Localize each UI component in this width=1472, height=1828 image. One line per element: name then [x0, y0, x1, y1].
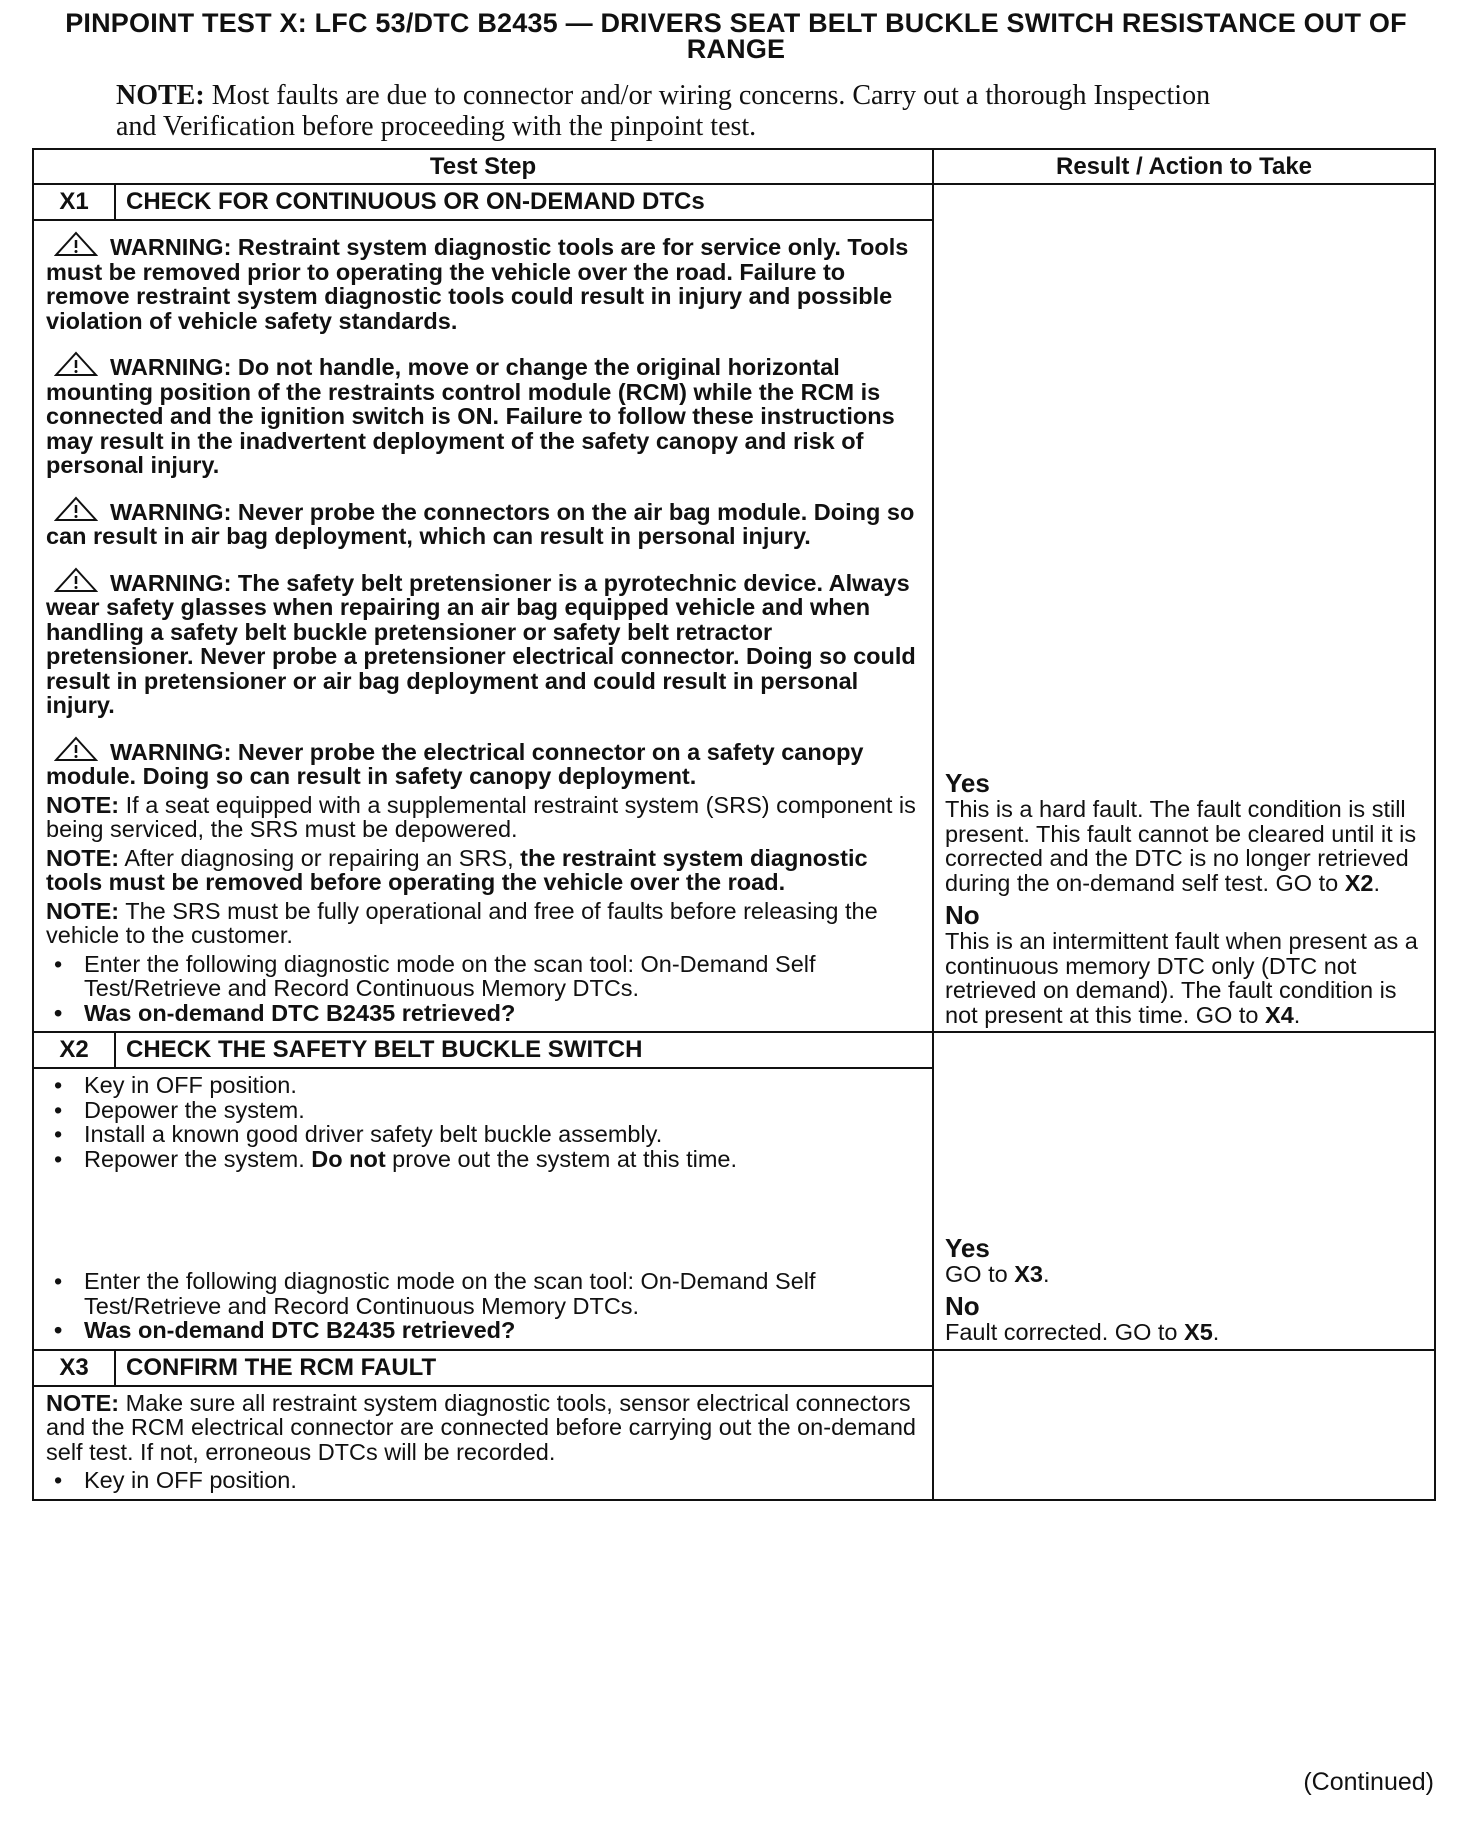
step-x1-yes-action: This is a hard fault. The fault condition is still present. This fault cannot be cleared until it is corrected and the DTC is no longer retrieved during the on-demand self test. GO to X2.: [945, 796, 1417, 896]
intro-note-text: Most faults are due to connector and/or wiring concerns. Carry out a thorough Inspection and Verification before proceeding with the pinpoint test.: [116, 80, 1211, 142]
step-x3-title-row: [33, 1350, 1435, 1386]
list-item: [46, 1147, 922, 1172]
warning-1: [46, 231, 922, 333]
step-x1-yes-text: This is a hard fault. The fault condition is still present. This fault cannot be cleared until it is corrected and the DTC is no longer retrieved during the on-demand self test. GO to: [945, 796, 1417, 896]
warning-3: [46, 496, 922, 549]
warning-5: [46, 736, 922, 789]
page-title: PINPOINT TEST X: LFC 53/DTC B2435 — DRIVERS SEAT BELT BUCKLE SWITCH RESISTANCE OUT OF RANGE: [65, 8, 1407, 64]
step-x2-yes-text: GO to: [945, 1260, 1015, 1287]
step-x2-title-row: [33, 1032, 1435, 1068]
warning-triangle-icon: [54, 736, 98, 762]
step-x3-title: CONFIRM THE RCM FAULT: [115, 1350, 933, 1386]
step-x2-title: CHECK THE SAFETY BELT BUCKLE SWITCH: [115, 1032, 933, 1068]
column-header-result: Result / Action to Take: [933, 149, 1435, 184]
step-x2-no-label: No: [945, 1291, 980, 1321]
warning-triangle-icon: [54, 231, 98, 257]
step-x1-title-row: [33, 184, 1435, 220]
step-x2-yes-goto: X3: [1014, 1260, 1043, 1287]
warning-triangle-icon: [54, 351, 98, 377]
warning-1-text: WARNING: Restraint system diagnostic tools are for service only. Tools must be removed prior to operating the vehicle over the road. Failure to remove restraint system diagnostic tools could result in injury and possible violation of vehicle safety standards.: [46, 234, 909, 334]
step-x1-yes-goto: X2: [1344, 869, 1374, 896]
step-x1-yes-label: Yes: [945, 768, 990, 798]
note-text: If a seat equipped with a supplemental restraint system (SRS) component is being serviced, the SRS must be depowered.: [46, 791, 916, 842]
list-item-text: Repower the system.: [84, 1145, 312, 1172]
list-item-question: • Was on-demand DTC B2435 retrieved?: [46, 1318, 922, 1343]
step-x1-title: CHECK FOR CONTINUOUS OR ON-DEMAND DTCs: [115, 184, 933, 220]
list-item: • Enter the following diagnostic mode on the scan tool: On-Demand Self Test/Retrieve and Record Continuous Memory DTCs.: [46, 952, 922, 1001]
list-item: • Key in OFF position.: [46, 1073, 922, 1098]
list-item-bold: Do not: [311, 1145, 386, 1172]
warning-4-text: WARNING: The safety belt pretensioner is a pyrotechnic device. Always wear safety glasses when repairing an air bag equipped vehicle and when handling a safety belt buckle pretensioner or safety belt retractor pretensioner. Never probe a pretensioner electrical connector. Doing so could result in pretensioner or air bag deployment and could result in personal injury.: [46, 569, 916, 718]
list-item: • Install a known good driver safety belt buckle assembly.: [46, 1122, 922, 1147]
note-label: NOTE:: [46, 1389, 120, 1416]
step-x2-result: [933, 1032, 1435, 1350]
intro-note-label: NOTE:: [116, 80, 205, 111]
step-x1-no-goto: X4: [1265, 1001, 1294, 1028]
list-item-question: • Was on-demand DTC B2435 retrieved?: [46, 1001, 922, 1026]
step-x2-bullets-b: [46, 1269, 922, 1343]
note-label: NOTE:: [46, 791, 120, 818]
warning-triangle-icon: [54, 567, 98, 593]
step-x1-no-action: This is an intermittent fault when present as a continuous memory DTC only (DTC not retrieved on demand). The fault condition is not present at this time. GO to X4.: [945, 928, 1418, 1028]
step-x3-bullets: [46, 1468, 922, 1493]
step-x2-bullets-a: [46, 1073, 922, 1171]
step-x2-id: X2: [33, 1032, 115, 1068]
table-header-row: [33, 149, 1435, 184]
warning-4: [46, 567, 922, 718]
step-x1-no-label: No: [945, 900, 980, 930]
note-label: NOTE:: [46, 897, 120, 924]
column-header-test-step: Test Step: [33, 149, 933, 184]
step-x1-note-2: [46, 846, 922, 895]
step-x2-body: [33, 1068, 933, 1350]
warning-2: [46, 351, 922, 478]
step-x1-id: X1: [33, 184, 115, 220]
warning-2-text: WARNING: Do not handle, move or change the original horizontal mounting position of the restraints control module (RCM) while the RCM is connected and the ignition switch is ON. Failure to follow these instructions may result in the inadvertent deployment of the safety canopy and risk of personal injury.: [46, 354, 895, 478]
list-item: • Key in OFF position.: [46, 1468, 922, 1493]
note-text: The SRS must be fully operational and free of faults before releasing the vehicle to the customer.: [46, 897, 878, 948]
warning-3-text: WARNING: Never probe the connectors on the air bag module. Doing so can result in air bag deployment, which can result in personal injury.: [46, 498, 915, 549]
step-x2-no-action: Fault corrected. GO to X5.: [945, 1319, 1220, 1345]
step-x2-no-goto: X5: [1184, 1319, 1213, 1345]
step-x3-body: [33, 1386, 933, 1500]
note-text: After diagnosing or repairing an SRS,: [119, 844, 521, 871]
list-item-text: prove out the system at this time.: [385, 1145, 737, 1172]
pinpoint-test-table: [32, 148, 1436, 1501]
list-item: • Enter the following diagnostic mode on the scan tool: On-Demand Self Test/Retrieve and Record Continuous Memory DTCs.: [46, 1269, 922, 1318]
step-x3-note: [46, 1391, 922, 1465]
step-x1-result: [933, 184, 1435, 1032]
note-label: NOTE:: [46, 844, 120, 871]
step-x1-note-3: [46, 899, 922, 948]
step-x1-note-1: [46, 793, 922, 842]
spacer: [46, 1171, 922, 1269]
step-x1-no-text: This is an intermittent fault when present as a continuous memory DTC only (DTC not retrieved on demand). The fault condition is not present at this time. GO to: [945, 928, 1418, 1028]
continued-label: (Continued): [1303, 1768, 1434, 1796]
step-x3-result: [933, 1350, 1435, 1500]
step-x3-id: X3: [33, 1350, 115, 1386]
step-x1-bullets: [46, 952, 922, 1026]
step-x2-yes-action: GO to X3.: [945, 1260, 1050, 1287]
warning-5-text: WARNING: Never probe the electrical connector on a safety canopy module. Doing so can result in safety canopy deployment.: [46, 738, 864, 789]
step-x2-no-text: Fault corrected. GO to: [945, 1319, 1185, 1345]
note-bold-text: the restraint system diagnostic tools must be removed before operating the vehicle over the road.: [46, 844, 868, 895]
step-x1-body: [33, 220, 933, 1032]
note-text: Make sure all restraint system diagnostic tools, sensor electrical connectors and the RCM electrical connector are connected before carrying out the on-demand self test. If not, erroneous DTCs will be recorded.: [46, 1389, 916, 1465]
list-item: • Depower the system.: [46, 1098, 922, 1123]
intro-note: [116, 80, 1236, 142]
step-x2-yes-label: Yes: [945, 1232, 990, 1263]
warning-triangle-icon: [54, 496, 98, 522]
